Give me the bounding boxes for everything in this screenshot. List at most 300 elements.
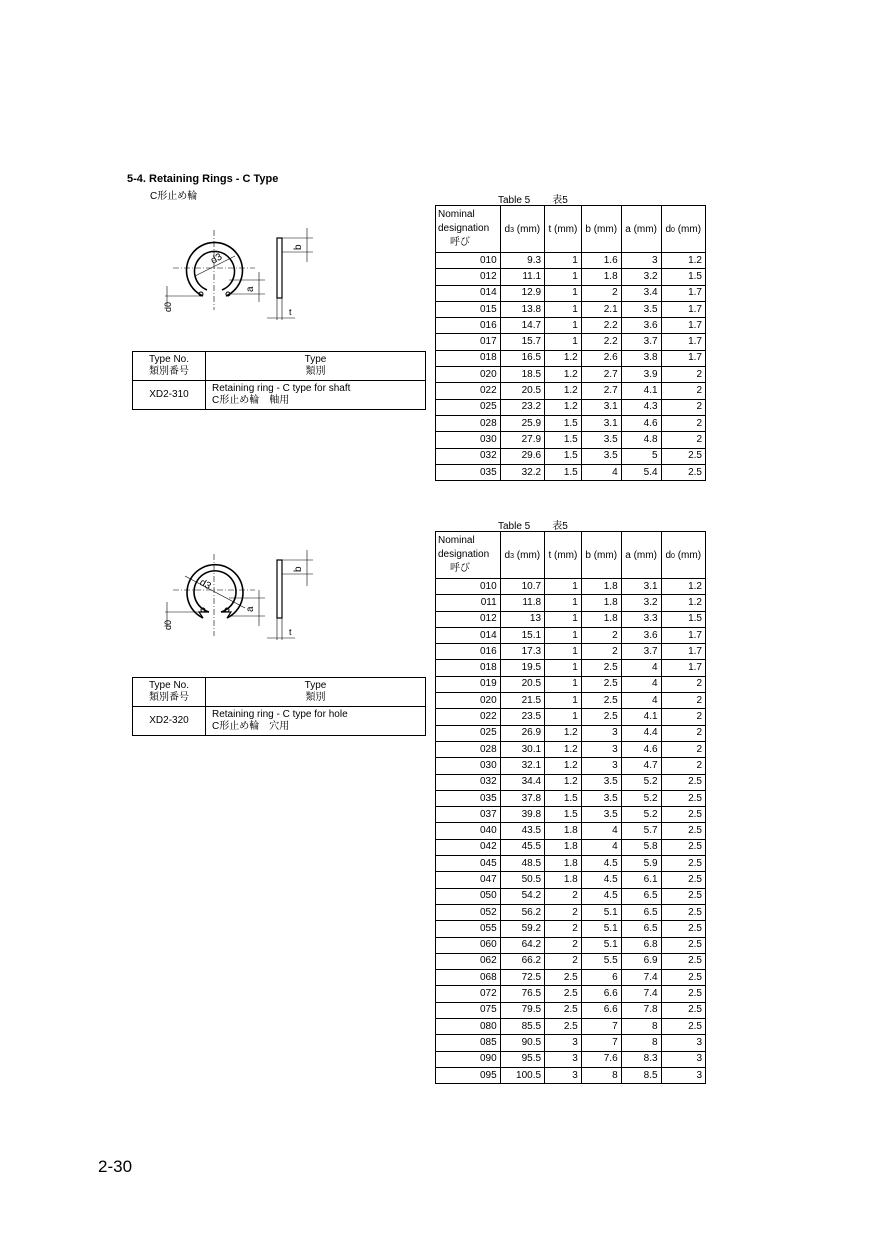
header-d3: d3 (mm) <box>500 206 544 253</box>
cell-d0: 2.5 <box>661 790 705 806</box>
table-row <box>436 301 706 317</box>
cell-a: 3.7 <box>621 644 661 660</box>
cell-a: 3.2 <box>621 269 661 285</box>
cell-t: 1.2 <box>545 350 582 366</box>
table-row <box>436 807 706 823</box>
cell-t: 1 <box>545 627 582 643</box>
cell-a: 4 <box>621 660 661 676</box>
cell-d3: 19.5 <box>500 660 544 676</box>
cell-d0: 2.5 <box>661 888 705 904</box>
type-desc-shaft-jp: C形止め輪 軸用 <box>212 395 290 406</box>
cell-t: 1.8 <box>545 872 582 888</box>
cell-d0: 1.5 <box>661 611 705 627</box>
table-row <box>436 1035 706 1051</box>
cell-nominal: 030 <box>436 758 501 774</box>
page-number: 2-30 <box>98 1157 133 1176</box>
cell-a: 6.8 <box>621 937 661 953</box>
cell-d3: 27.9 <box>500 432 544 448</box>
cell-b: 3.5 <box>581 448 621 464</box>
table-row <box>436 693 706 709</box>
cell-t: 3 <box>545 1051 582 1067</box>
hole-label-t: t <box>289 627 292 637</box>
cell-b: 6.6 <box>581 1002 621 1018</box>
cell-b: 4 <box>581 839 621 855</box>
cell-a: 8.5 <box>621 1067 661 1083</box>
cell-b: 3 <box>581 725 621 741</box>
cell-b: 2.5 <box>581 660 621 676</box>
cell-b: 8 <box>581 1067 621 1083</box>
cell-t: 1 <box>545 709 582 725</box>
cell-d0: 2.5 <box>661 953 705 969</box>
cell-t: 1.2 <box>545 399 582 415</box>
cell-d0: 3 <box>661 1067 705 1083</box>
cell-d3: 32.1 <box>500 758 544 774</box>
table-row <box>436 285 706 301</box>
table-row <box>436 888 706 904</box>
cell-t: 1 <box>545 318 582 334</box>
table-row <box>436 611 706 627</box>
table-row <box>436 921 706 937</box>
cell-b: 2.5 <box>581 709 621 725</box>
cell-d0: 2.5 <box>661 1002 705 1018</box>
cell-d0: 2 <box>661 367 705 383</box>
cell-a: 4.6 <box>621 415 661 431</box>
cell-t: 1 <box>545 579 582 595</box>
cell-b: 2.7 <box>581 383 621 399</box>
cell-b: 3.1 <box>581 399 621 415</box>
cell-a: 5.4 <box>621 464 661 480</box>
table-row <box>436 709 706 725</box>
cell-b: 1.8 <box>581 595 621 611</box>
table-caption-en: Table 5 <box>498 195 531 206</box>
cell-nominal: 017 <box>436 334 501 350</box>
cell-b: 7 <box>581 1035 621 1051</box>
cell-a: 4.1 <box>621 709 661 725</box>
section-subtitle: C形止め輪 <box>150 191 198 202</box>
cell-b: 4 <box>581 823 621 839</box>
cell-a: 4.7 <box>621 758 661 774</box>
cell-t: 1 <box>545 334 582 350</box>
cell-a: 3.5 <box>621 301 661 317</box>
cell-d0: 2.5 <box>661 1019 705 1035</box>
cell-nominal: 090 <box>436 1051 501 1067</box>
cell-b: 1.8 <box>581 611 621 627</box>
cell-d0: 2.5 <box>661 839 705 855</box>
table-row <box>436 856 706 872</box>
cell-d0: 1.7 <box>661 350 705 366</box>
cell-d3: 15.7 <box>500 334 544 350</box>
hole-ring-diagram <box>155 546 345 666</box>
cell-t: 1.8 <box>545 856 582 872</box>
cell-t: 2.5 <box>545 1019 582 1035</box>
cell-d3: 21.5 <box>500 693 544 709</box>
cell-a: 4 <box>621 693 661 709</box>
cell-t: 1.2 <box>545 774 582 790</box>
cell-b: 3.5 <box>581 774 621 790</box>
cell-d0: 1.5 <box>661 269 705 285</box>
table-caption-jp: 表5 <box>552 521 568 532</box>
cell-nominal: 060 <box>436 937 501 953</box>
cell-t: 1 <box>545 693 582 709</box>
cell-a: 3.9 <box>621 367 661 383</box>
cell-d3: 9.3 <box>500 253 544 269</box>
cell-d3: 45.5 <box>500 839 544 855</box>
type-header-en: Type <box>304 354 327 365</box>
cell-t: 1 <box>545 285 582 301</box>
cell-b: 3.1 <box>581 415 621 431</box>
cell-d3: 16.5 <box>500 350 544 366</box>
cell-a: 5.9 <box>621 856 661 872</box>
cell-nominal: 052 <box>436 904 501 920</box>
spec-table-hole <box>435 531 706 1084</box>
table-row <box>436 823 706 839</box>
cell-b: 4.5 <box>581 856 621 872</box>
cell-d3: 34.4 <box>500 774 544 790</box>
cell-d3: 25.9 <box>500 415 544 431</box>
cell-t: 2 <box>545 921 582 937</box>
cell-nominal: 035 <box>436 464 501 480</box>
cell-b: 2 <box>581 644 621 660</box>
cell-nominal: 022 <box>436 709 501 725</box>
cell-a: 6.9 <box>621 953 661 969</box>
cell-a: 5.7 <box>621 823 661 839</box>
cell-d3: 13.8 <box>500 301 544 317</box>
table-row <box>436 758 706 774</box>
cell-a: 5 <box>621 448 661 464</box>
cell-nominal: 072 <box>436 986 501 1002</box>
table-row <box>436 953 706 969</box>
cell-d0: 2 <box>661 399 705 415</box>
cell-t: 1 <box>545 644 582 660</box>
cell-d0: 2 <box>661 758 705 774</box>
type-box-hole <box>132 677 426 736</box>
shaft-label-t: t <box>289 307 292 317</box>
cell-b: 5.1 <box>581 921 621 937</box>
cell-t: 1.5 <box>545 448 582 464</box>
section-title: 5-4. Retaining Rings - C Type <box>127 173 279 185</box>
cell-a: 7.8 <box>621 1002 661 1018</box>
cell-d3: 32.2 <box>500 464 544 480</box>
cell-d3: 72.5 <box>500 970 544 986</box>
cell-b: 2 <box>581 627 621 643</box>
type-header-jp: 類別 <box>305 366 326 377</box>
cell-b: 1.8 <box>581 269 621 285</box>
cell-nominal: 050 <box>436 888 501 904</box>
cell-t: 1.5 <box>545 415 582 431</box>
header-a: a (mm) <box>621 532 661 579</box>
cell-d3: 50.5 <box>500 872 544 888</box>
type-no-header-jp: 類別番号 <box>149 366 189 377</box>
cell-b: 2.7 <box>581 367 621 383</box>
header-d3: d3 (mm) <box>500 532 544 579</box>
cell-t: 1.2 <box>545 758 582 774</box>
cell-b: 6.6 <box>581 986 621 1002</box>
header-nominal: Nominal designation 呼び <box>436 532 501 579</box>
cell-d3: 30.1 <box>500 741 544 757</box>
table-row <box>436 1002 706 1018</box>
cell-nominal: 085 <box>436 1035 501 1051</box>
cell-a: 4.6 <box>621 741 661 757</box>
table-row <box>436 579 706 595</box>
cell-a: 5.2 <box>621 790 661 806</box>
cell-d0: 1.7 <box>661 644 705 660</box>
cell-d0: 2 <box>661 725 705 741</box>
cell-b: 2.6 <box>581 350 621 366</box>
cell-d0: 2.5 <box>661 774 705 790</box>
table-row <box>436 725 706 741</box>
table-row <box>436 872 706 888</box>
cell-t: 1.2 <box>545 383 582 399</box>
cell-d3: 64.2 <box>500 937 544 953</box>
header-b: b (mm) <box>581 206 621 253</box>
cell-nominal: 037 <box>436 807 501 823</box>
cell-a: 5.8 <box>621 839 661 855</box>
cell-a: 3 <box>621 253 661 269</box>
cell-d3: 11.1 <box>500 269 544 285</box>
cell-d3: 48.5 <box>500 856 544 872</box>
cell-d3: 26.9 <box>500 725 544 741</box>
cell-t: 1.5 <box>545 807 582 823</box>
hole-label-d3: d3 <box>197 577 213 593</box>
cell-nominal: 010 <box>436 253 501 269</box>
cell-b: 2.2 <box>581 318 621 334</box>
cell-nominal: 020 <box>436 367 501 383</box>
cell-d3: 17.3 <box>500 644 544 660</box>
cell-nominal: 095 <box>436 1067 501 1083</box>
cell-t: 2 <box>545 937 582 953</box>
cell-d3: 56.2 <box>500 904 544 920</box>
hole-label-a: a <box>245 606 256 612</box>
table-caption-jp: 表5 <box>552 195 568 206</box>
table-row <box>436 432 706 448</box>
cell-a: 6.1 <box>621 872 661 888</box>
cell-d0: 2.5 <box>661 872 705 888</box>
type-header-jp: 類別 <box>305 692 326 703</box>
cell-nominal: 028 <box>436 741 501 757</box>
cell-t: 1.8 <box>545 839 582 855</box>
cell-d0: 1.7 <box>661 285 705 301</box>
cell-d3: 20.5 <box>500 383 544 399</box>
cell-a: 7.4 <box>621 970 661 986</box>
cell-d0: 2.5 <box>661 448 705 464</box>
cell-t: 1 <box>545 611 582 627</box>
cell-nominal: 042 <box>436 839 501 855</box>
cell-nominal: 035 <box>436 790 501 806</box>
table-row <box>436 383 706 399</box>
type-no-hole: XD2-320 <box>133 707 206 736</box>
cell-d3: 37.8 <box>500 790 544 806</box>
cell-b: 4.5 <box>581 888 621 904</box>
cell-d3: 11.8 <box>500 595 544 611</box>
cell-nominal: 030 <box>436 432 501 448</box>
cell-a: 8 <box>621 1035 661 1051</box>
cell-t: 1 <box>545 660 582 676</box>
cell-nominal: 032 <box>436 774 501 790</box>
cell-d3: 29.6 <box>500 448 544 464</box>
cell-a: 7.4 <box>621 986 661 1002</box>
cell-d3: 43.5 <box>500 823 544 839</box>
cell-d0: 2 <box>661 693 705 709</box>
cell-t: 1.2 <box>545 367 582 383</box>
cell-nominal: 040 <box>436 823 501 839</box>
cell-a: 3.4 <box>621 285 661 301</box>
header-d0: d0 (mm) <box>661 206 705 253</box>
table-row <box>436 676 706 692</box>
cell-d3: 39.8 <box>500 807 544 823</box>
cell-a: 4.1 <box>621 383 661 399</box>
cell-nominal: 032 <box>436 448 501 464</box>
cell-d3: 66.2 <box>500 953 544 969</box>
cell-a: 3.7 <box>621 334 661 350</box>
table-caption-en: Table 5 <box>498 521 531 532</box>
cell-b: 2.2 <box>581 334 621 350</box>
cell-d0: 2.5 <box>661 823 705 839</box>
table-row <box>436 904 706 920</box>
cell-d3: 12.9 <box>500 285 544 301</box>
cell-b: 2.1 <box>581 301 621 317</box>
cell-b: 5.1 <box>581 904 621 920</box>
type-no-header-en: Type No. <box>148 354 190 365</box>
cell-d3: 23.5 <box>500 709 544 725</box>
shaft-label-a: a <box>245 286 256 292</box>
table-row <box>436 1019 706 1035</box>
cell-d0: 2 <box>661 383 705 399</box>
cell-nominal: 018 <box>436 660 501 676</box>
cell-a: 8.3 <box>621 1051 661 1067</box>
spec-table-shaft <box>435 205 706 481</box>
cell-d0: 2.5 <box>661 921 705 937</box>
cell-b: 1.6 <box>581 253 621 269</box>
type-desc-hole-en: Retaining ring - C type for hole <box>212 709 348 720</box>
cell-t: 2.5 <box>545 1002 582 1018</box>
cell-a: 6.5 <box>621 888 661 904</box>
table-row <box>436 1067 706 1083</box>
cell-t: 1.2 <box>545 725 582 741</box>
hole-label-d0: d0 <box>163 619 173 630</box>
table-row <box>436 839 706 855</box>
cell-b: 3 <box>581 758 621 774</box>
cell-t: 3 <box>545 1035 582 1051</box>
table-row <box>436 350 706 366</box>
table-row <box>436 415 706 431</box>
cell-a: 8 <box>621 1019 661 1035</box>
cell-t: 1 <box>545 595 582 611</box>
cell-d3: 14.7 <box>500 318 544 334</box>
type-header-en: Type <box>304 680 327 691</box>
cell-nominal: 068 <box>436 970 501 986</box>
table-row <box>436 1051 706 1067</box>
table-row <box>436 970 706 986</box>
cell-d0: 1.7 <box>661 318 705 334</box>
cell-nominal: 075 <box>436 1002 501 1018</box>
cell-a: 3.6 <box>621 318 661 334</box>
shaft-label-d0: d0 <box>163 301 173 312</box>
cell-b: 5.1 <box>581 937 621 953</box>
cell-nominal: 055 <box>436 921 501 937</box>
type-box-shaft <box>132 351 426 410</box>
cell-t: 1.8 <box>545 823 582 839</box>
cell-d0: 2 <box>661 432 705 448</box>
table-row <box>436 644 706 660</box>
cell-a: 4.4 <box>621 725 661 741</box>
cell-nominal: 016 <box>436 644 501 660</box>
table-row <box>436 790 706 806</box>
cell-t: 1.5 <box>545 432 582 448</box>
cell-a: 5.2 <box>621 774 661 790</box>
type-no-header-jp: 類別番号 <box>149 692 189 703</box>
cell-a: 5.2 <box>621 807 661 823</box>
cell-d0: 3 <box>661 1051 705 1067</box>
table-row <box>436 334 706 350</box>
cell-a: 4.3 <box>621 399 661 415</box>
cell-d0: 2 <box>661 741 705 757</box>
type-no-shaft: XD2-310 <box>133 381 206 410</box>
cell-a: 4 <box>621 676 661 692</box>
header-t: t (mm) <box>545 206 582 253</box>
type-desc-shaft-en: Retaining ring - C type for shaft <box>212 383 351 394</box>
table-row <box>436 741 706 757</box>
cell-d0: 2.5 <box>661 937 705 953</box>
table-row <box>436 318 706 334</box>
cell-d3: 13 <box>500 611 544 627</box>
cell-t: 2 <box>545 888 582 904</box>
table-caption-shaft <box>498 191 568 206</box>
cell-b: 5.5 <box>581 953 621 969</box>
cell-d0: 1.2 <box>661 253 705 269</box>
cell-nominal: 019 <box>436 676 501 692</box>
cell-d0: 2.5 <box>661 807 705 823</box>
table-row <box>436 399 706 415</box>
cell-a: 3.8 <box>621 350 661 366</box>
cell-b: 7 <box>581 1019 621 1035</box>
cell-a: 6.5 <box>621 921 661 937</box>
cell-b: 7.6 <box>581 1051 621 1067</box>
table-row <box>436 986 706 1002</box>
shaft-ring-diagram <box>155 220 345 340</box>
cell-b: 4 <box>581 464 621 480</box>
cell-b: 2.5 <box>581 676 621 692</box>
type-desc-hole-jp: C形止め輪 穴用 <box>212 721 290 732</box>
cell-d3: 90.5 <box>500 1035 544 1051</box>
cell-nominal: 014 <box>436 627 501 643</box>
table-row <box>436 627 706 643</box>
cell-nominal: 045 <box>436 856 501 872</box>
cell-a: 3.3 <box>621 611 661 627</box>
cell-d3: 20.5 <box>500 676 544 692</box>
table-caption-hole <box>498 517 568 532</box>
cell-nominal: 025 <box>436 399 501 415</box>
table-row <box>436 367 706 383</box>
cell-d0: 1.7 <box>661 660 705 676</box>
cell-nominal: 011 <box>436 595 501 611</box>
header-nominal: Nominal designation 呼び <box>436 206 501 253</box>
cell-b: 3.5 <box>581 432 621 448</box>
cell-d3: 18.5 <box>500 367 544 383</box>
cell-d0: 1.7 <box>661 627 705 643</box>
cell-t: 1.5 <box>545 464 582 480</box>
cell-t: 1.5 <box>545 790 582 806</box>
shaft-label-b: b <box>293 244 304 250</box>
cell-d0: 3 <box>661 1035 705 1051</box>
cell-a: 4.8 <box>621 432 661 448</box>
cell-d3: 59.2 <box>500 921 544 937</box>
header-b: b (mm) <box>581 532 621 579</box>
cell-d3: 10.7 <box>500 579 544 595</box>
cell-nominal: 010 <box>436 579 501 595</box>
header-d0: d0 (mm) <box>661 532 705 579</box>
cell-d0: 2.5 <box>661 986 705 1002</box>
cell-nominal: 062 <box>436 953 501 969</box>
